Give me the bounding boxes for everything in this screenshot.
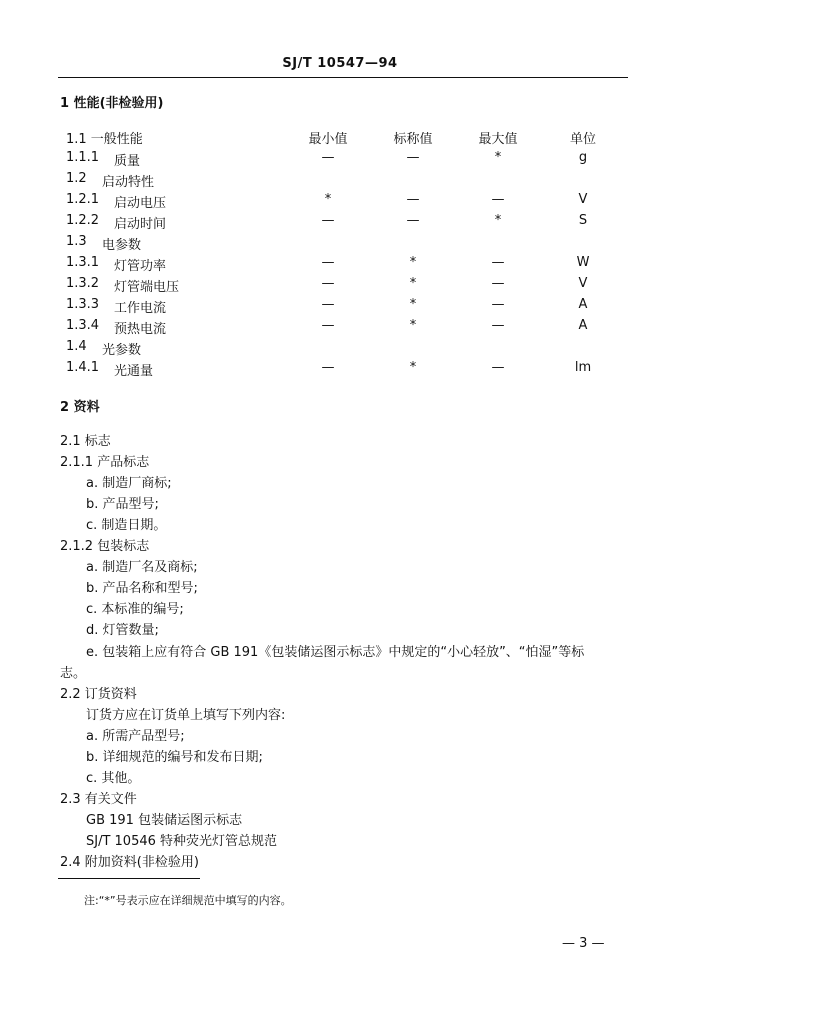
row-number: 1.3.1 [66, 255, 100, 270]
cell-unit: S [578, 213, 588, 228]
cell-max: * [494, 213, 502, 228]
row-label: 电参数 [102, 238, 142, 253]
cell-nominal: * [409, 360, 417, 375]
row-label: 预热电流 [114, 322, 167, 337]
text-line: 2.4 附加资料(非检验用) [60, 855, 199, 870]
table-row [0, 339, 815, 359]
row-number: 1.3.4 [66, 318, 100, 333]
text-line: 志。 [60, 666, 87, 681]
text-line: 2.1.1 产品标志 [60, 455, 150, 470]
cell-min: — [321, 276, 335, 291]
cell-max: — [491, 276, 505, 291]
cell-unit: V [578, 276, 588, 291]
column-unit: 单位 [569, 132, 596, 147]
text-line: b. 产品名称和型号; [86, 581, 198, 596]
cell-nominal: * [409, 255, 417, 270]
cell-nominal: * [409, 276, 417, 291]
table-row [0, 150, 815, 170]
table-row [0, 360, 815, 380]
document-code-header: SJ/T 10547—94 [282, 56, 398, 71]
text-line: b. 产品型号; [86, 497, 159, 512]
cell-max: — [491, 297, 505, 312]
row-label: 光通量 [114, 364, 154, 379]
row-label: 光参数 [102, 343, 142, 358]
header-rule [58, 77, 628, 78]
row-label: 质量 [114, 154, 141, 169]
row-number: 1.3 [66, 234, 87, 249]
cell-max: * [494, 150, 502, 165]
row-label: 灯管功率 [114, 259, 167, 274]
table-row [0, 255, 815, 275]
text-line: c. 本标准的编号; [86, 602, 184, 617]
row-number: 1.3.3 [66, 297, 100, 312]
row-label: 启动电压 [114, 196, 167, 211]
table-row [0, 234, 815, 254]
cell-nominal: — [406, 192, 420, 207]
table-row [0, 213, 815, 233]
row-number: 1.4.1 [66, 360, 100, 375]
cell-max: — [491, 318, 505, 333]
text-line: a. 制造厂名及商标; [86, 560, 198, 575]
cell-unit: lm [574, 360, 592, 375]
table-row [0, 276, 815, 296]
column-max: 最大值 [478, 132, 518, 147]
table-row [0, 297, 815, 317]
cell-min: — [321, 150, 335, 165]
general-performance-heading: 1.1 一般性能 [66, 132, 143, 147]
table-row [0, 171, 815, 191]
section-1-title: 1 性能(非检验用) [60, 96, 164, 111]
text-line: a. 制造厂商标; [86, 476, 172, 491]
text-line: 2.3 有关文件 [60, 792, 137, 807]
cell-nominal: — [406, 150, 420, 165]
cell-max: — [491, 192, 505, 207]
cell-unit: A [578, 297, 588, 312]
text-line: e. 包装箱上应有符合 GB 191《包装储运图示标志》中规定的“小心轻放”、“怕湿”等标 [86, 645, 585, 660]
row-label: 工作电流 [114, 301, 167, 316]
text-line: 订货方应在订货单上填写下列内容: [86, 708, 286, 723]
footnote-rule [58, 878, 200, 879]
cell-nominal: — [406, 213, 420, 228]
row-number: 1.4 [66, 339, 87, 354]
text-line: GB 191 包装储运图示标志 [86, 813, 243, 828]
text-line: 2.2 订货资料 [60, 687, 137, 702]
row-number: 1.2 [66, 171, 87, 186]
text-line: c. 制造日期。 [86, 518, 167, 533]
text-line: c. 其他。 [86, 771, 141, 786]
cell-min: — [321, 213, 335, 228]
text-line: SJ/T 10546 特种荧光灯管总规范 [86, 834, 278, 849]
row-number: 1.2.2 [66, 213, 100, 228]
cell-min: — [321, 318, 335, 333]
row-number: 1.3.2 [66, 276, 100, 291]
cell-unit: W [576, 255, 590, 270]
text-line: b. 详细规范的编号和发布日期; [86, 750, 263, 765]
table-row [0, 192, 815, 212]
footnote: 注:“*”号表示应在详细规范中填写的内容。 [84, 894, 292, 907]
text-line: 2.1 标志 [60, 434, 111, 449]
column-min: 最小值 [308, 132, 348, 147]
column-nominal: 标称值 [393, 132, 433, 147]
cell-max: — [491, 360, 505, 375]
cell-nominal: * [409, 297, 417, 312]
section-2-title: 2 资料 [60, 400, 100, 415]
row-number: 1.2.1 [66, 192, 100, 207]
row-label: 启动特性 [102, 175, 155, 190]
text-line: d. 灯管数量; [86, 623, 159, 638]
cell-min: — [321, 297, 335, 312]
row-number: 1.1.1 [66, 150, 100, 165]
row-label: 灯管端电压 [114, 280, 180, 295]
cell-min: — [321, 360, 335, 375]
text-line: 2.1.2 包装标志 [60, 539, 150, 554]
table-header-row [0, 128, 815, 148]
cell-unit: A [578, 318, 588, 333]
page-number: — 3 — [562, 936, 605, 951]
cell-nominal: * [409, 318, 417, 333]
cell-unit: V [578, 192, 588, 207]
cell-min: * [324, 192, 332, 207]
cell-min: — [321, 255, 335, 270]
cell-unit: g [578, 150, 588, 165]
text-line: a. 所需产品型号; [86, 729, 185, 744]
table-row [0, 318, 815, 338]
row-label: 启动时间 [114, 217, 167, 232]
cell-max: — [491, 255, 505, 270]
